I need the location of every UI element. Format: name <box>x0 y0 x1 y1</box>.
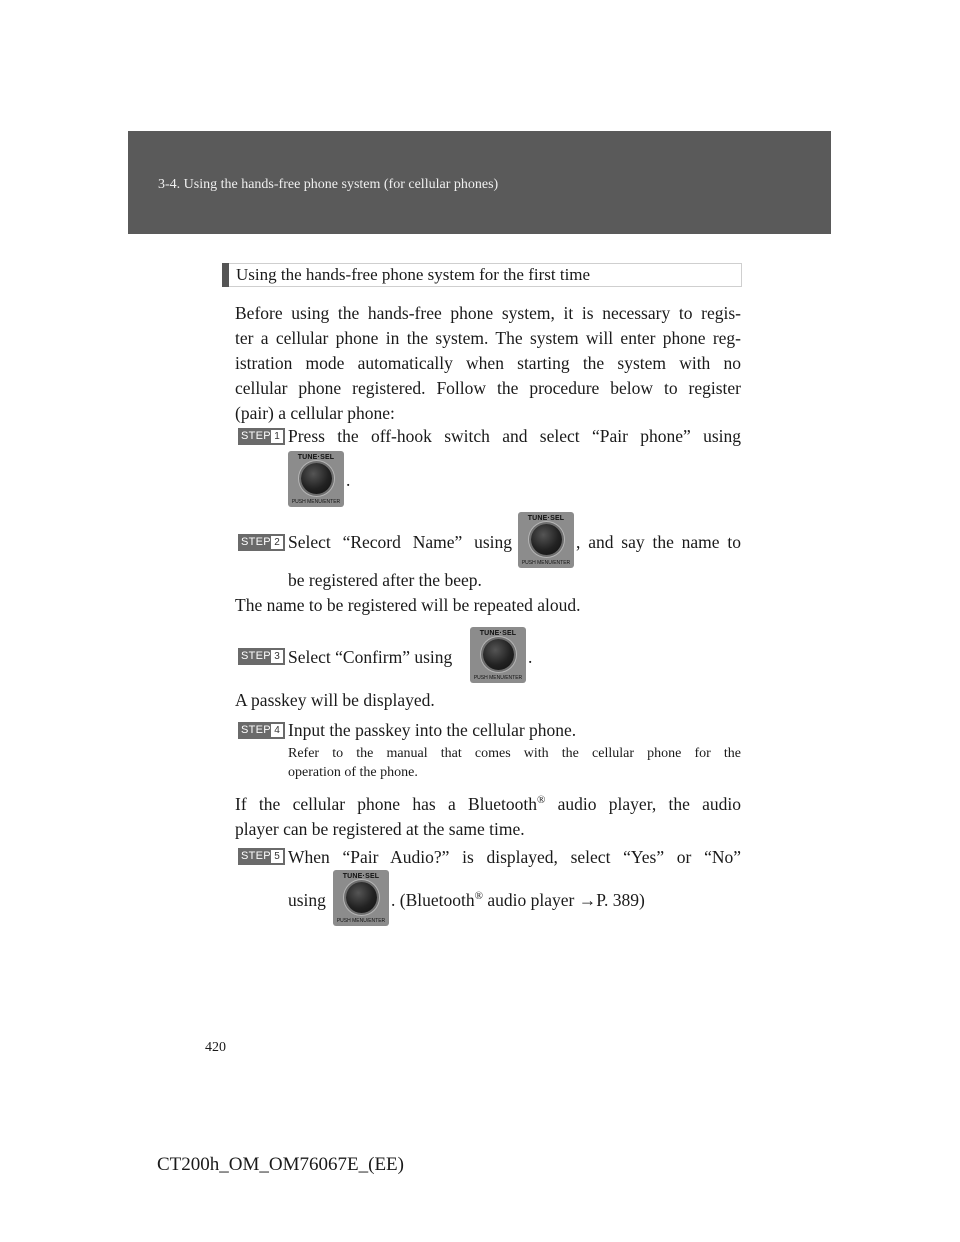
tune-sel-knob-icon: TUNE·SEL PUSH MENU/ENTER <box>333 870 389 926</box>
step-text-suffix: , and say the name to <box>576 532 741 552</box>
tune-sel-knob-icon: TUNE·SEL PUSH MENU/ENTER <box>470 627 526 683</box>
step-text: Press the off-hook switch and select “Pair phone” using <box>288 426 741 446</box>
heading-text: Using the hands-free phone system for the first time <box>236 265 591 284</box>
intro-line: ter a cellular phone in the system. The system will enter phone reg- <box>235 328 741 348</box>
step-text: using <box>288 890 326 910</box>
step-text: Select “Confirm” using <box>288 647 453 667</box>
step-text-suffix: . <box>346 470 351 490</box>
intro-line: (pair) a cellular phone: <box>235 403 395 423</box>
step-text: When “Pair Audio?” is displayed, select “Yes” or “No” <box>288 847 741 867</box>
step-badge: STEP 2 <box>238 534 285 551</box>
note-text: The name to be registered will be repeated aloud. <box>235 595 581 615</box>
section-breadcrumb: 3-4. Using the hands-free phone system (for cellular phones) <box>158 177 499 192</box>
note-text: A passkey will be displayed. <box>235 690 435 710</box>
step-badge: STEP 4 <box>238 722 285 739</box>
intro-line: cellular phone registered. Follow the procedure below to register <box>235 378 741 398</box>
tune-sel-knob-icon: TUNE·SEL PUSH MENU/ENTER <box>288 451 344 507</box>
tune-sel-knob-icon: TUNE·SEL PUSH MENU/ENTER <box>518 512 574 568</box>
step-note-line: Refer to the manual that comes with the cellular phone for the <box>288 746 741 761</box>
bluetooth-paragraph-line: If the cellular phone has a Bluetooth® audio player, the audio <box>235 794 741 814</box>
step-text-suffix: . (Bluetooth® audio player →P. 389) <box>391 890 645 910</box>
header-band <box>128 131 831 234</box>
step-badge: STEP 3 <box>238 648 285 665</box>
intro-line: istration mode automatically when starting the system with no <box>235 353 741 373</box>
step-text: be registered after the beep. <box>288 570 482 590</box>
step-badge: STEP 1 <box>238 428 285 445</box>
page-number: 420 <box>205 1040 226 1055</box>
step-text-suffix: . <box>528 647 533 667</box>
step-text: Select “Record Name” using <box>288 532 512 552</box>
step-note-line: operation of the phone. <box>288 765 418 780</box>
step-badge: STEP 5 <box>238 848 285 865</box>
intro-line: Before using the hands-free phone system, it is necessary to regis- <box>235 303 741 323</box>
heading-bar <box>222 263 229 287</box>
bluetooth-paragraph-line: player can be registered at the same time. <box>235 819 525 839</box>
step-text: Input the passkey into the cellular phone. <box>288 720 577 740</box>
section-heading <box>222 263 742 287</box>
document-code: CT200h_OM_OM76067E_(EE) <box>157 1154 404 1175</box>
